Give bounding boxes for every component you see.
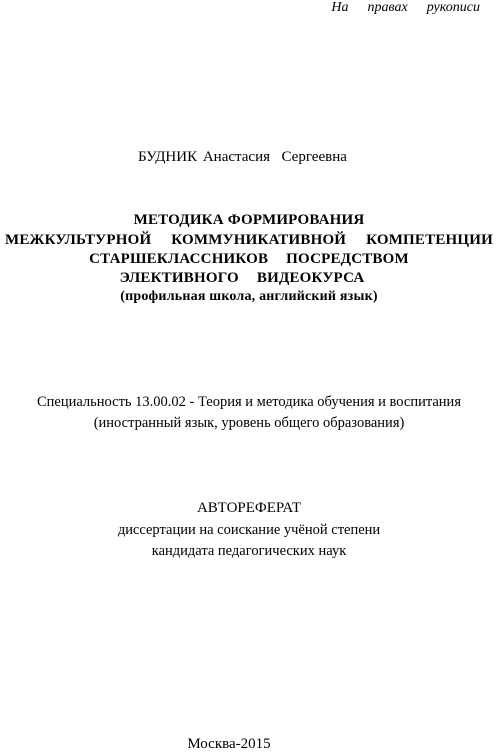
title-subtitle: (профильная школа, английский язык) [120,289,378,304]
title-line-2: МЕЖКУЛЬТУРНОЙ КОММУНИКАТИВНОЙ КОМПЕТЕНЦИИ [4,232,494,248]
abstract-line-1: диссертации на соискание учёной степени [117,522,381,538]
title-line-3: СТАРШЕКЛАССНИКОВ ПОСРЕДСТВОМ [89,251,409,267]
specialty-line-1: Специальность 13.00.02 - Теория и методика обучения и воспитания [36,394,461,410]
author-name: БУДНИК Анастасия Сергеевна [138,149,347,165]
abstract-heading: АВТОРЕФЕРАТ [196,500,302,516]
abstract-line-2: кандидата педагогических наук [151,543,347,559]
title-line-4: ЭЛЕКТИВНОГО ВИДЕОКУРСА [119,270,365,286]
place-year: Москва-2015 [187,736,271,752]
rights-note: На правах рукописи [331,0,480,15]
title-line-1: МЕТОДИКА ФОРМИРОВАНИЯ [133,212,365,228]
specialty-line-2: (иностранный язык, уровень общего образования) [93,415,405,431]
